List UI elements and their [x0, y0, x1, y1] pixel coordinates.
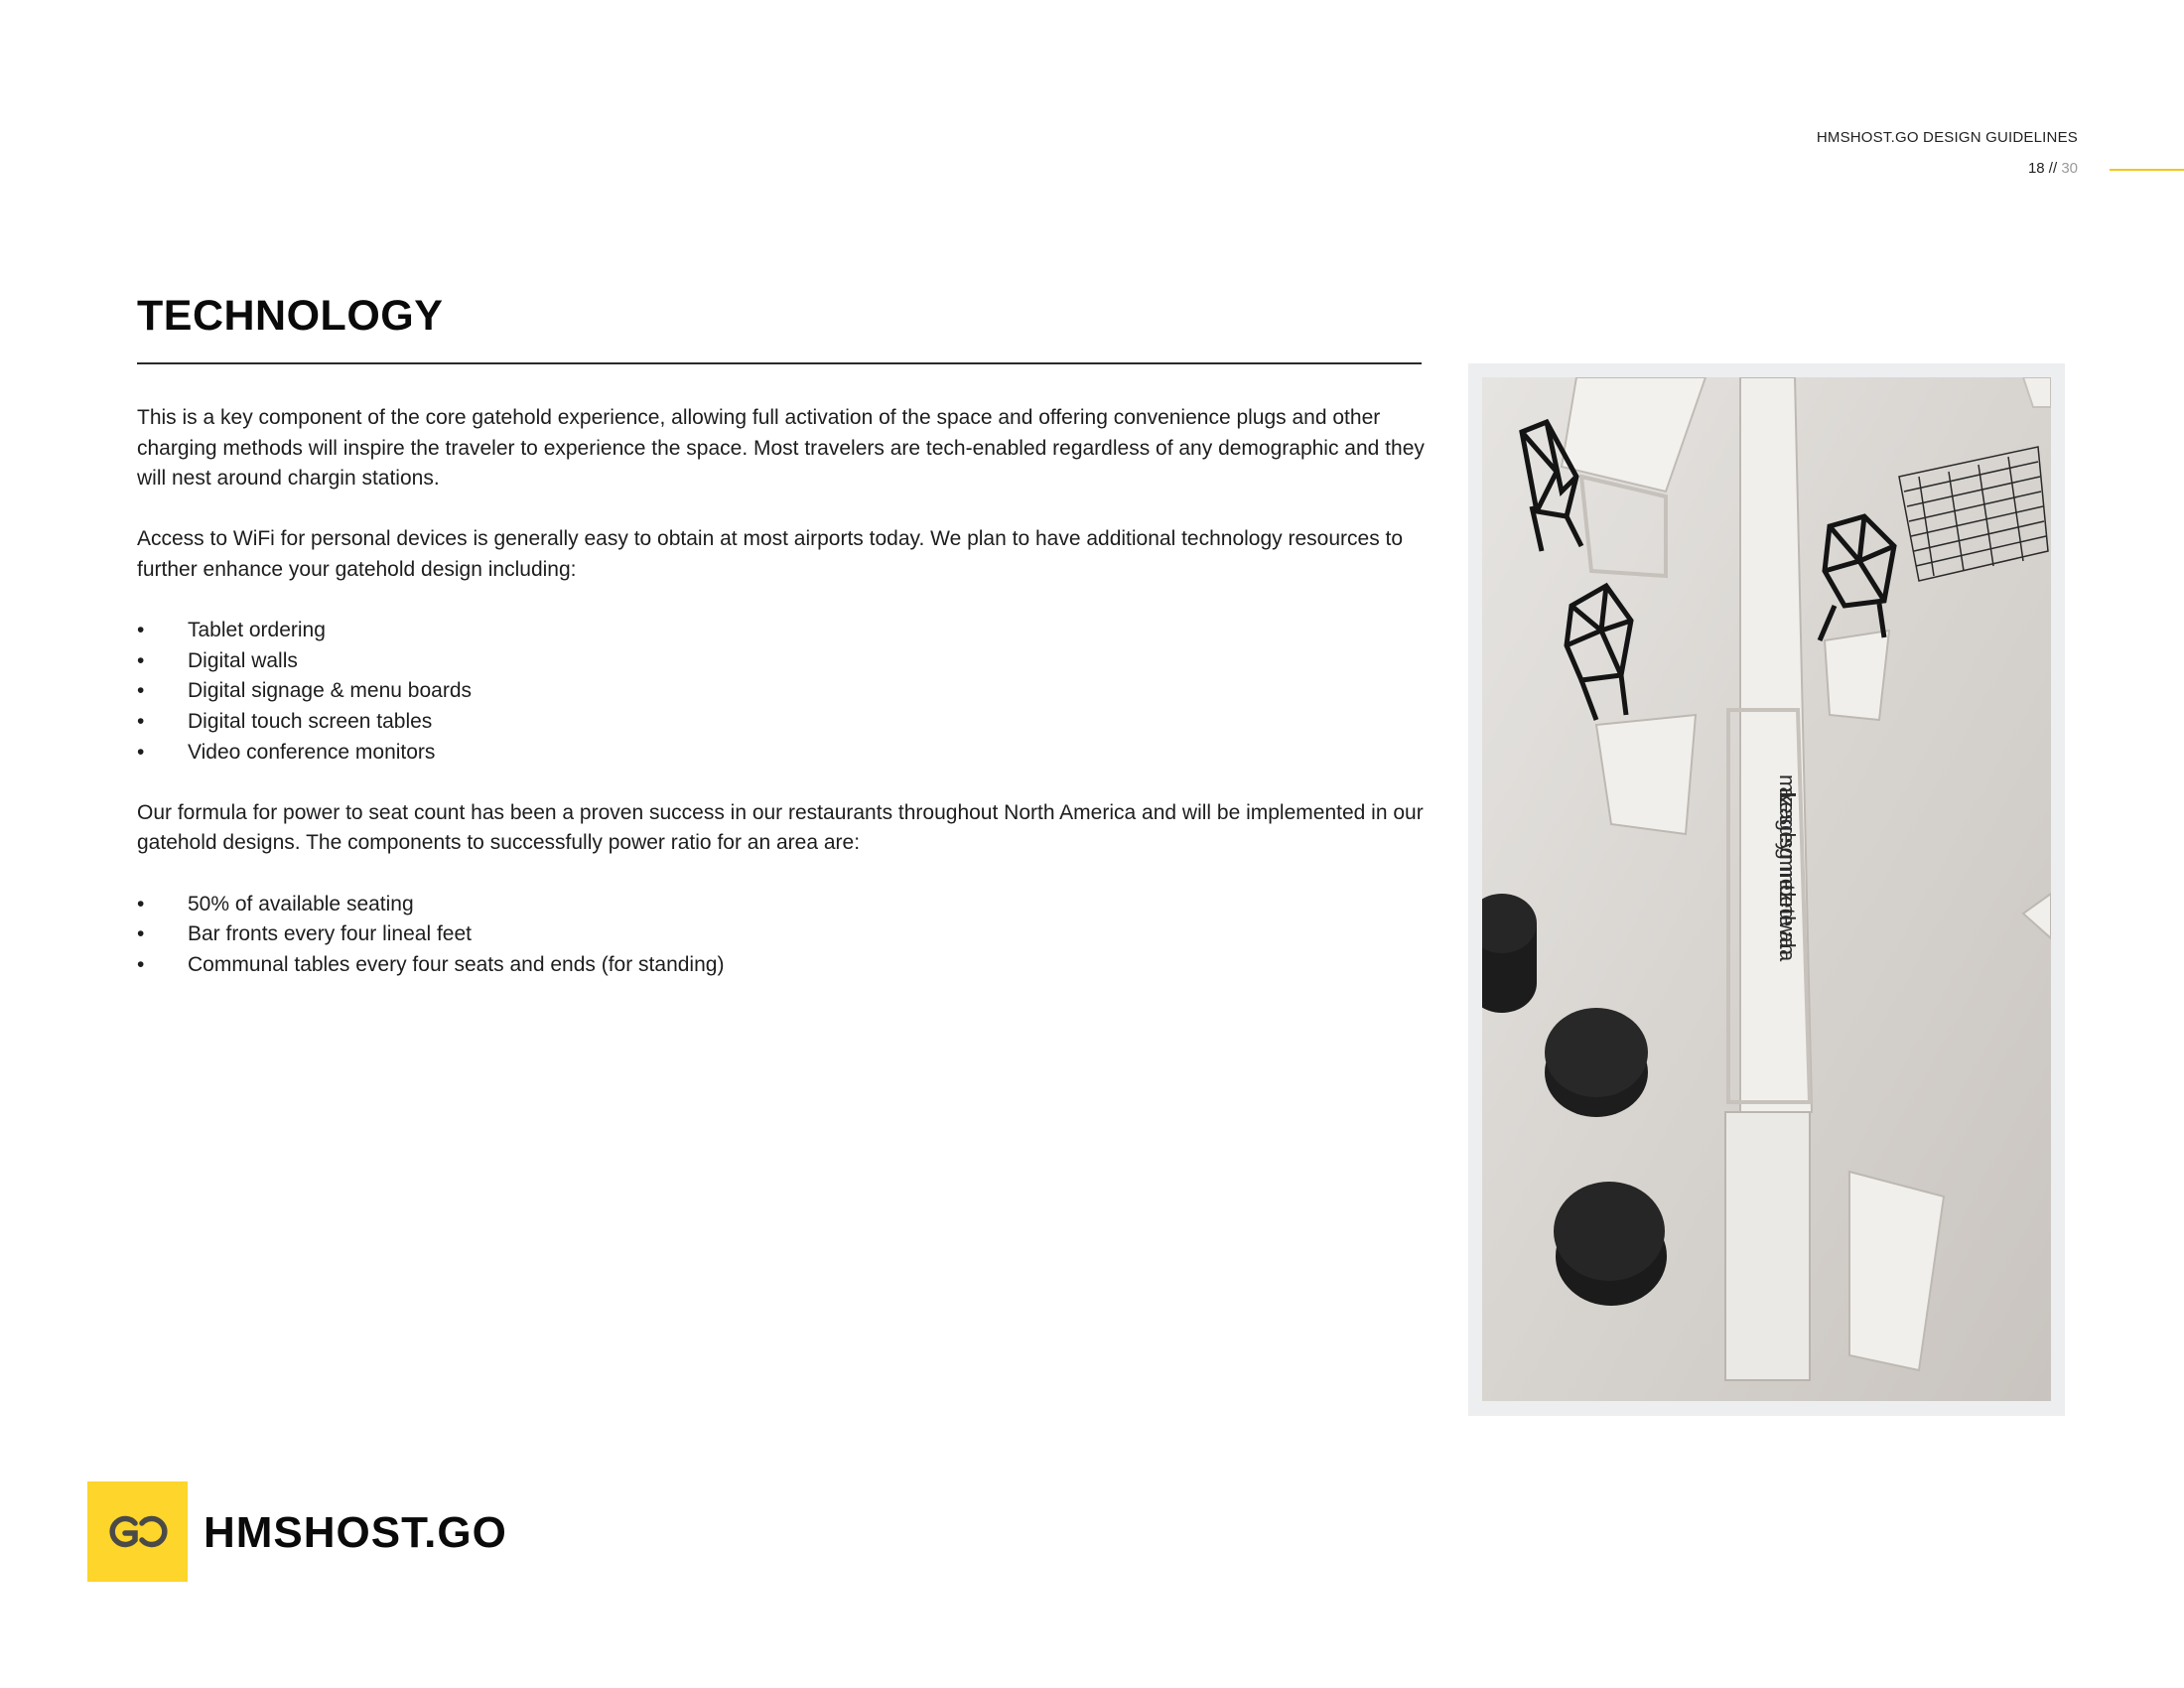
bullet-icon: •	[137, 922, 145, 946]
ottoman	[1554, 1182, 1667, 1306]
bullet-icon: •	[137, 619, 145, 642]
bullet-icon: •	[137, 679, 145, 703]
logo-box	[87, 1481, 188, 1582]
ottoman	[1482, 894, 1537, 1013]
list-item	[137, 919, 1428, 950]
list-item	[137, 616, 1428, 646]
page-current: 18	[2027, 160, 2045, 177]
page-total: 30	[2061, 160, 2078, 177]
bullet-icon: •	[137, 648, 145, 672]
title-divider	[137, 362, 1422, 364]
list-item-text: Tablet ordering	[188, 619, 326, 642]
body-content	[137, 403, 1428, 1011]
svg-text:malkzeasgdesyg mnnetdzentdewaa: malkzeasgdesyg mnnetdzentdewaaha	[1775, 774, 1800, 956]
list-item	[137, 676, 1428, 707]
list-item-text: Video conference monitors	[188, 740, 436, 764]
list-item-text: Digital touch screen tables	[188, 709, 433, 733]
list-item	[137, 890, 1428, 920]
list-item-text: Digital walls	[188, 648, 298, 672]
list-item	[137, 646, 1428, 677]
logo-wordmark: HMSHOST.GO	[204, 1508, 507, 1557]
wifi-paragraph: Access to WiFi for personal devices is generally easy to obtain at most airports today. We plan to have additional technology resources to further enhance your gatehold design including:	[137, 527, 1404, 581]
list-item-text: 50% of available seating	[188, 892, 414, 915]
list-item-text: Communal tables every four seats and ends (for standing)	[188, 952, 725, 976]
go-link-icon	[87, 1481, 188, 1582]
list-item-text: Digital signage & menu boards	[188, 679, 473, 703]
bullet-icon: •	[137, 709, 145, 733]
list-item	[137, 707, 1428, 738]
table-mid-right	[1825, 631, 1889, 720]
page-separator: //	[2044, 160, 2062, 177]
intro-paragraph: This is a key component of the core gatehold experience, allowing full activation of the space and offering convenience plugs and other charging methods will inspire the traveler to experience the space. Most travelers are tech-enabled regardless of any demographic and they will nest around chargin stations.	[137, 406, 1425, 491]
bullet-icon: •	[137, 740, 145, 764]
tech-resources-list	[137, 616, 1428, 768]
power-formula-paragraph: Our formula for power to seat count has been a proven success in our restaurants throughout North America and will be implemented in our gatehold designs. The components to successfully power ratio for an area are:	[137, 800, 1424, 855]
page-title: TECHNOLOGY	[137, 292, 444, 340]
header-doc-title: HMSHOST.GO DESIGN GUIDELINES	[1816, 129, 2078, 146]
bullet-icon: •	[137, 952, 145, 976]
table-mid-left	[1596, 715, 1696, 834]
list-item	[137, 738, 1428, 769]
power-components-list	[137, 890, 1428, 981]
bullet-icon: •	[137, 892, 145, 915]
gatehold-photo-illustration	[1482, 377, 2051, 1401]
ottoman	[1545, 1008, 1648, 1117]
photo-frame	[1468, 363, 2065, 1416]
header-accent-line	[2110, 169, 2184, 171]
list-item-text: Bar fronts every four lineal feet	[188, 922, 472, 946]
list-item	[137, 950, 1428, 981]
gatehold-photo	[1482, 377, 2051, 1401]
page-number	[2028, 160, 2078, 177]
